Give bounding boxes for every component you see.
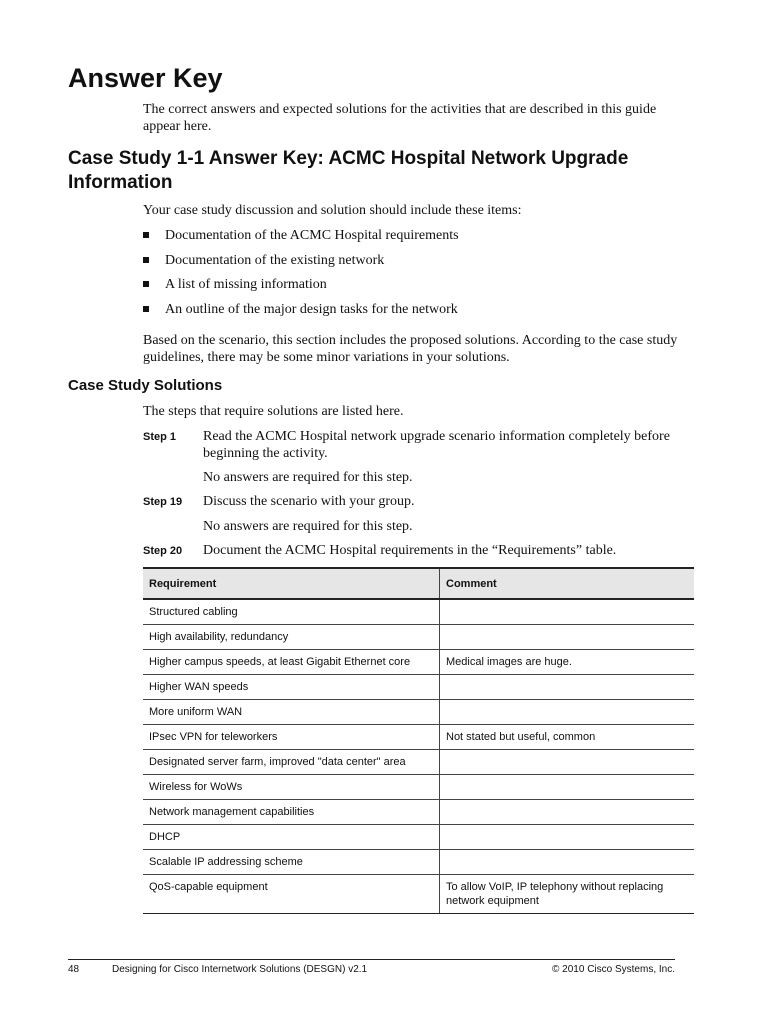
table-row [143,750,694,775]
step-label: Step 20 [143,545,183,557]
requirement-cell: Higher WAN speeds [143,675,440,700]
table-row [143,725,694,750]
requirement-cell: DHCP [143,825,440,850]
table-header-row [143,568,694,599]
list-item: A list of missing information [143,276,459,301]
section-intro: Your case study discussion and solution should include these items: [143,203,522,218]
comment-cell [440,700,695,725]
bullet-square-icon [143,232,149,238]
list-item: Documentation of the ACMC Hospital requirements [143,227,459,252]
requirement-cell: High availability, redundancy [143,625,440,650]
list-item: An outline of the major design tasks for the network [143,301,459,326]
column-header-comment: Comment [440,568,695,599]
table-row [143,825,694,850]
step-label: Step 1 [143,431,177,443]
table-row [143,800,694,825]
table-row [143,775,694,800]
comment-cell: Medical images are huge. [440,650,695,675]
table-row [143,675,694,700]
comment-cell [440,850,695,875]
comment-cell [440,800,695,825]
footer-book-title: Designing for Cisco Internetwork Solutions (DESGN) v2.1 [112,964,368,975]
footer-divider [68,959,675,960]
intro-paragraph: The correct answers and expected solutions for the activities that are described in this guide appear here. [143,102,657,134]
table-row [143,700,694,725]
scenario-paragraph: Based on the scenario, this section includes the proposed solutions. According to the case study guidelines, there may be some minor variations in your solutions. [143,333,678,365]
table-row [143,875,694,914]
subsection-title: Case Study Solutions [68,377,223,394]
comment-cell: To allow VoIP, IP telephony without replacing network equipment [440,875,695,914]
requirement-cell: IPsec VPN for teleworkers [143,725,440,750]
page-number: 48 [68,964,80,975]
requirement-cell: Higher campus speeds, at least Gigabit Ethernet core [143,650,440,675]
requirement-cell: QoS-capable equipment [143,875,440,914]
list-item: Documentation of the existing network [143,252,459,277]
comment-cell [440,825,695,850]
bullet-square-icon [143,281,149,287]
requirement-cell: Wireless for WoWs [143,775,440,800]
comment-cell: Not stated but useful, common [440,725,695,750]
comment-cell [440,750,695,775]
bullet-square-icon [143,306,149,312]
requirement-cell: Structured cabling [143,599,440,625]
bullet-square-icon [143,257,149,263]
requirement-cell: Network management capabilities [143,800,440,825]
step-text: Discuss the scenario with your group. [203,494,415,509]
step-note: No answers are required for this step. [203,519,413,534]
requirements-bullet-list [143,227,459,326]
requirement-cell: Scalable IP addressing scheme [143,850,440,875]
step-text: Document the ACMC Hospital requirements in the “Requirements” table. [203,543,617,558]
comment-cell [440,675,695,700]
requirement-cell: More uniform WAN [143,700,440,725]
table-row [143,625,694,650]
step-note: No answers are required for this step. [203,470,413,485]
subsection-intro: The steps that require solutions are listed here. [143,404,404,419]
step-label: Step 19 [143,496,183,508]
page-title: Answer Key [68,63,223,93]
comment-cell [440,775,695,800]
section-title: Case Study 1-1 Answer Key: ACMC Hospital Network Upgrade Information [68,148,629,193]
requirement-cell: Designated server farm, improved "data center" area [143,750,440,775]
column-header-requirement: Requirement [143,568,440,599]
comment-cell [440,599,695,625]
footer-copyright: © 2010 Cisco Systems, Inc. [552,964,675,975]
step-text: Read the ACMC Hospital network upgrade scenario information completely before beginning the activity. [203,429,670,461]
table-row [143,650,694,675]
table-row [143,850,694,875]
requirements-table [143,567,694,914]
table-row [143,599,694,625]
comment-cell [440,625,695,650]
